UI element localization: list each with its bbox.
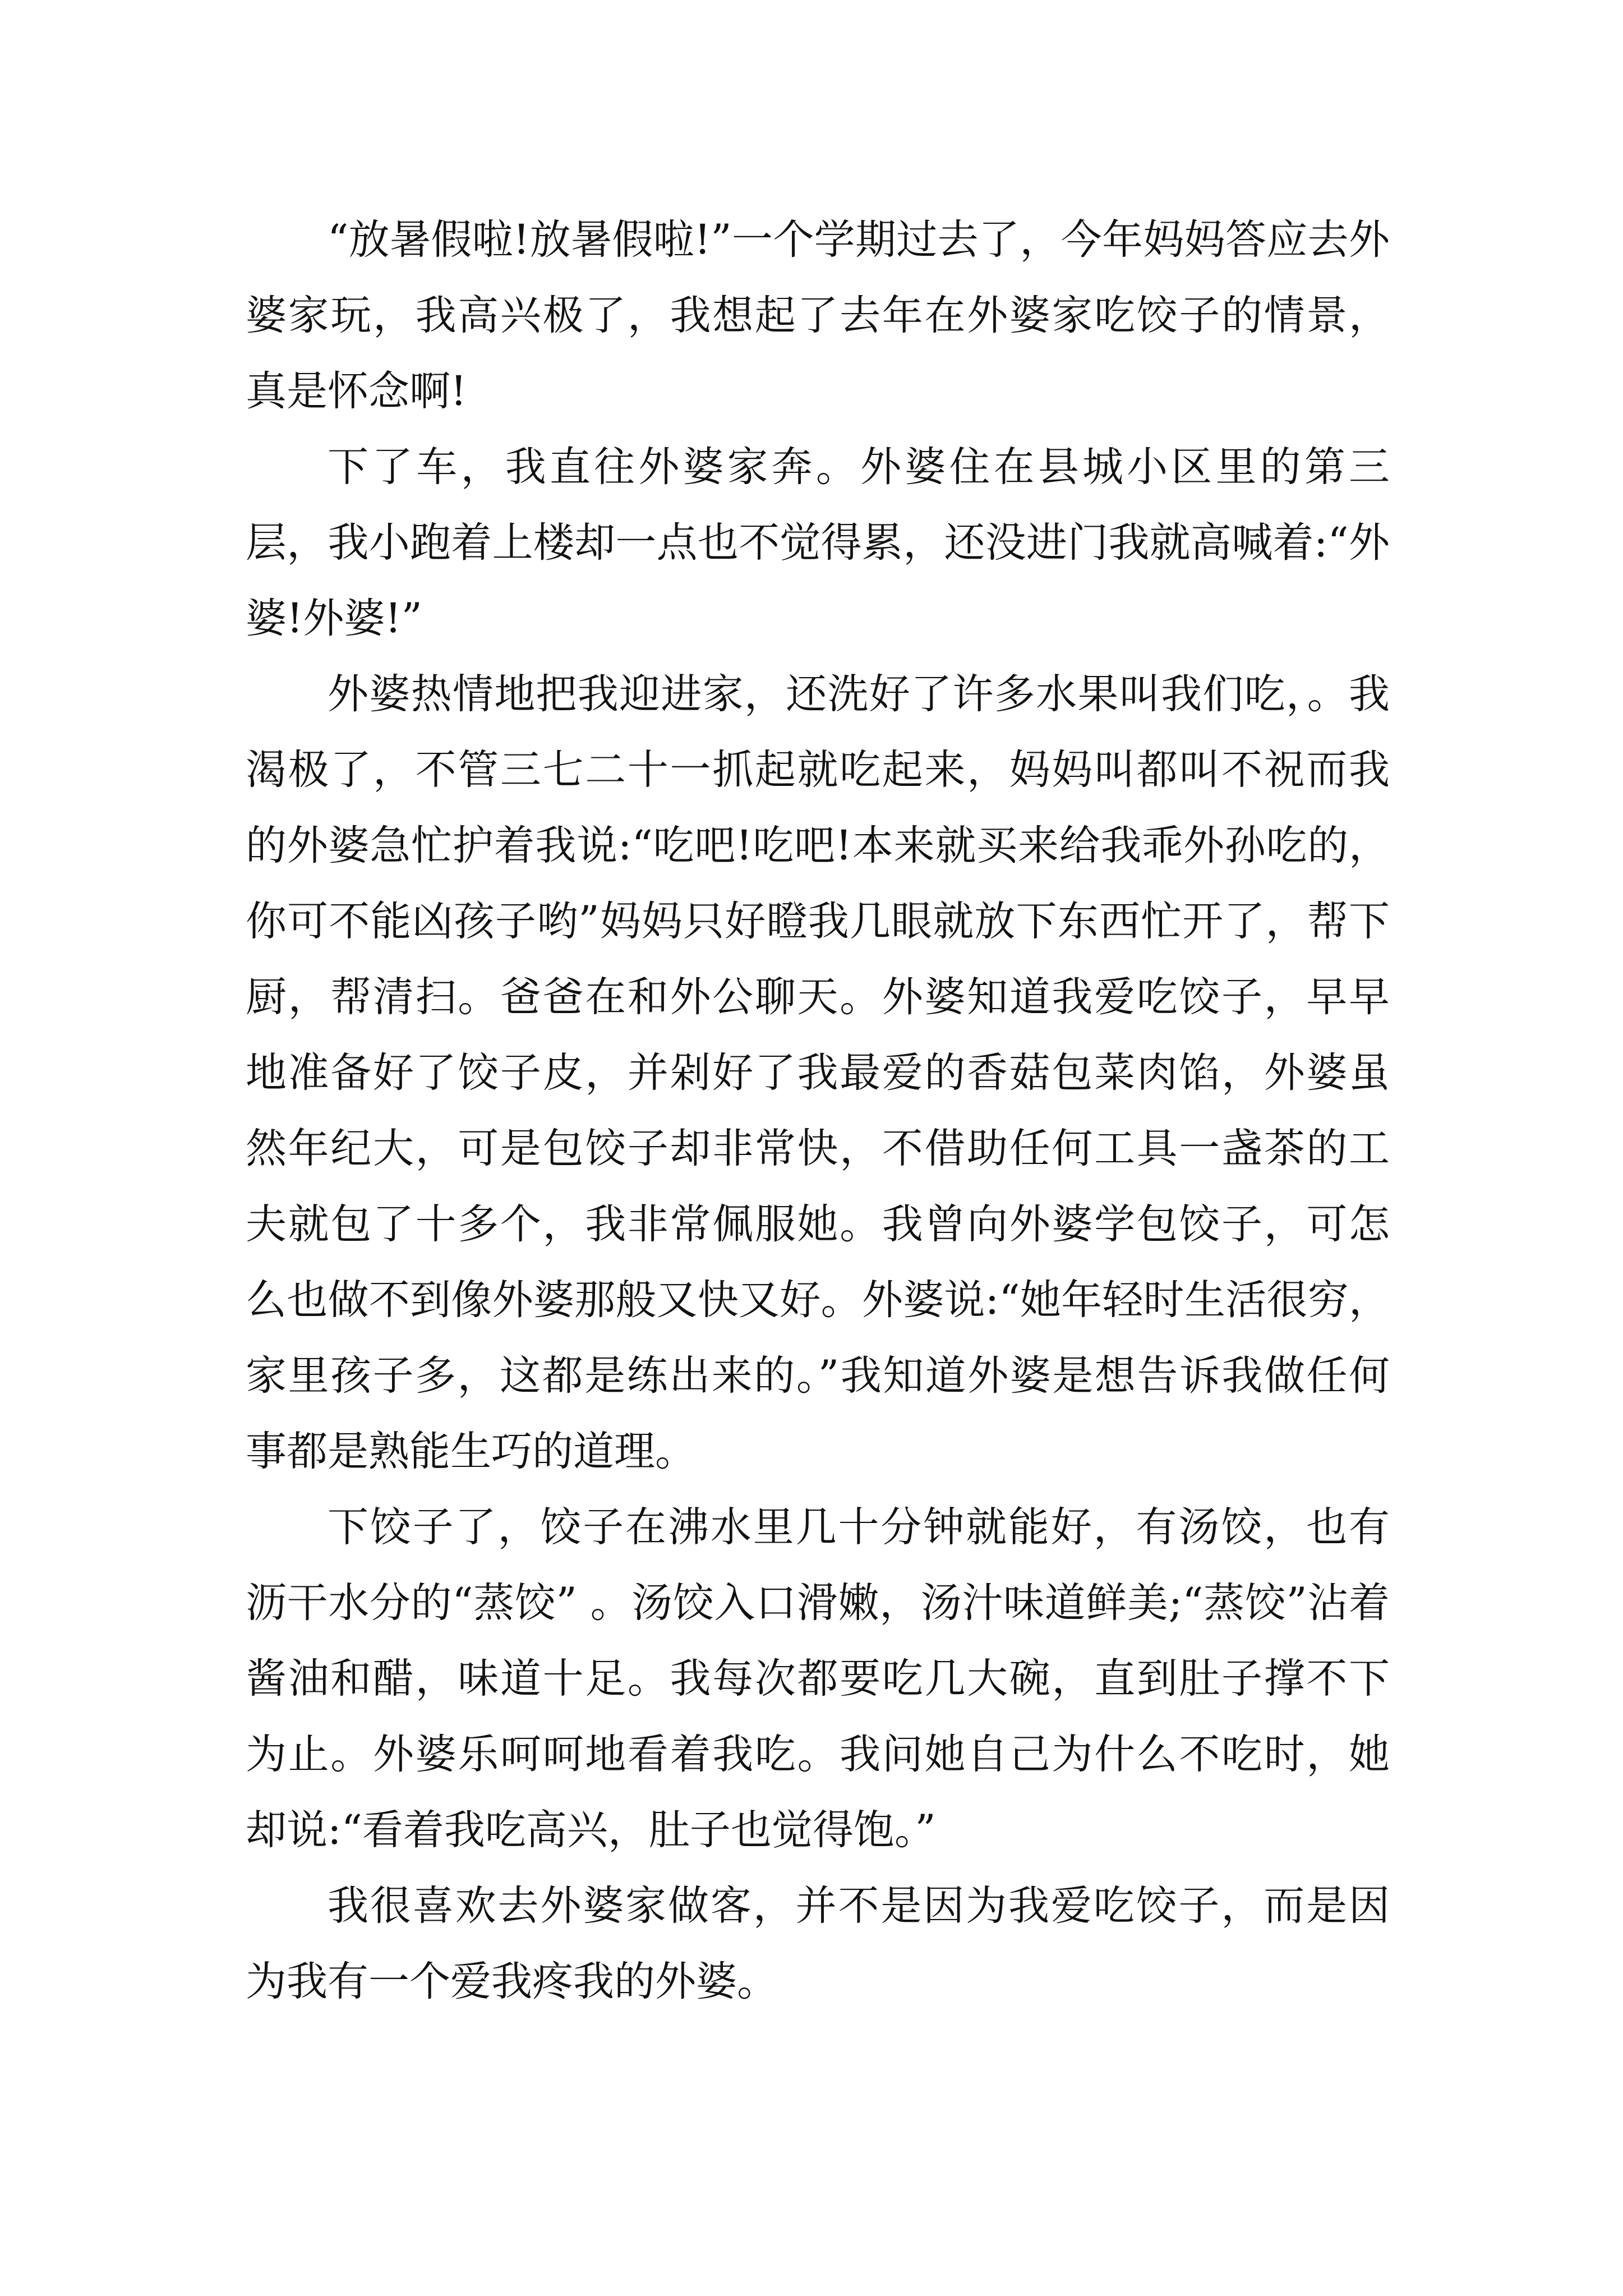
paragraph-2: 下了车，我直往外婆家奔。外婆住在县城小区里的第三层，我小跑着上楼却一点也不觉得累，还没进门我就高喊着:“外婆!外婆!” (246, 443, 1390, 642)
paragraph-3: 外婆热情地把我迎进家，还洗好了许多水果叫我们吃，。我渴极了，不管三七二十一抓起就吃起来，妈妈叫都叫不祝而我的外婆急忙护着我说:“吃吧!吃吧!本来就买来给我乖外孙吃的，你可不能凶孩子哟”妈妈只好瞪我几眼就放下东西忙开了，帮下厨，帮清扫。爸爸在和外公聊天。外婆知道我爱吃饺子，早早地准备好了饺子皮，并剁好了我最爱的香菇包菜肉馅，外婆虽然年纪大，可是包饺子却非常快，不借助任何工具一盏茶的工夫就包了十多个，我非常佩服她。我曾向外婆学包饺子，可怎么也做不到像外婆那般又快又好。外婆说:“她年轻时生活很穷，家里孩子多，这都是练出来的。”我知道外婆是想告诉我做任何事都是熟能生巧的道理。 (246, 670, 1390, 1475)
paragraph-1: “放暑假啦!放暑假啦!”一个学期过去了，今年妈妈答应去外婆家玩，我高兴极了，我想起了去年在外婆家吃饺子的情景，真是怀念啊! (246, 216, 1390, 415)
paragraph-4: 下饺子了，饺子在沸水里几十分钟就能好，有汤饺，也有沥干水分的“蒸饺” 。汤饺入口滑嫩，汤汁味道鲜美;“蒸饺”沾着酱油和醋，味道十足。我每次都要吃几大碗，直到肚子撑不下为止。外婆乐呵呵地看着我吃。我问她自己为什么不吃时，她却说:“看着我吃高兴，肚子也觉得饱。” (246, 1503, 1390, 1854)
document-body (246, 202, 1390, 2019)
paragraph-5: 我很喜欢去外婆家做客，并不是因为我爱吃饺子，而是因为我有一个爱我疼我的外婆。 (246, 1882, 1390, 2005)
